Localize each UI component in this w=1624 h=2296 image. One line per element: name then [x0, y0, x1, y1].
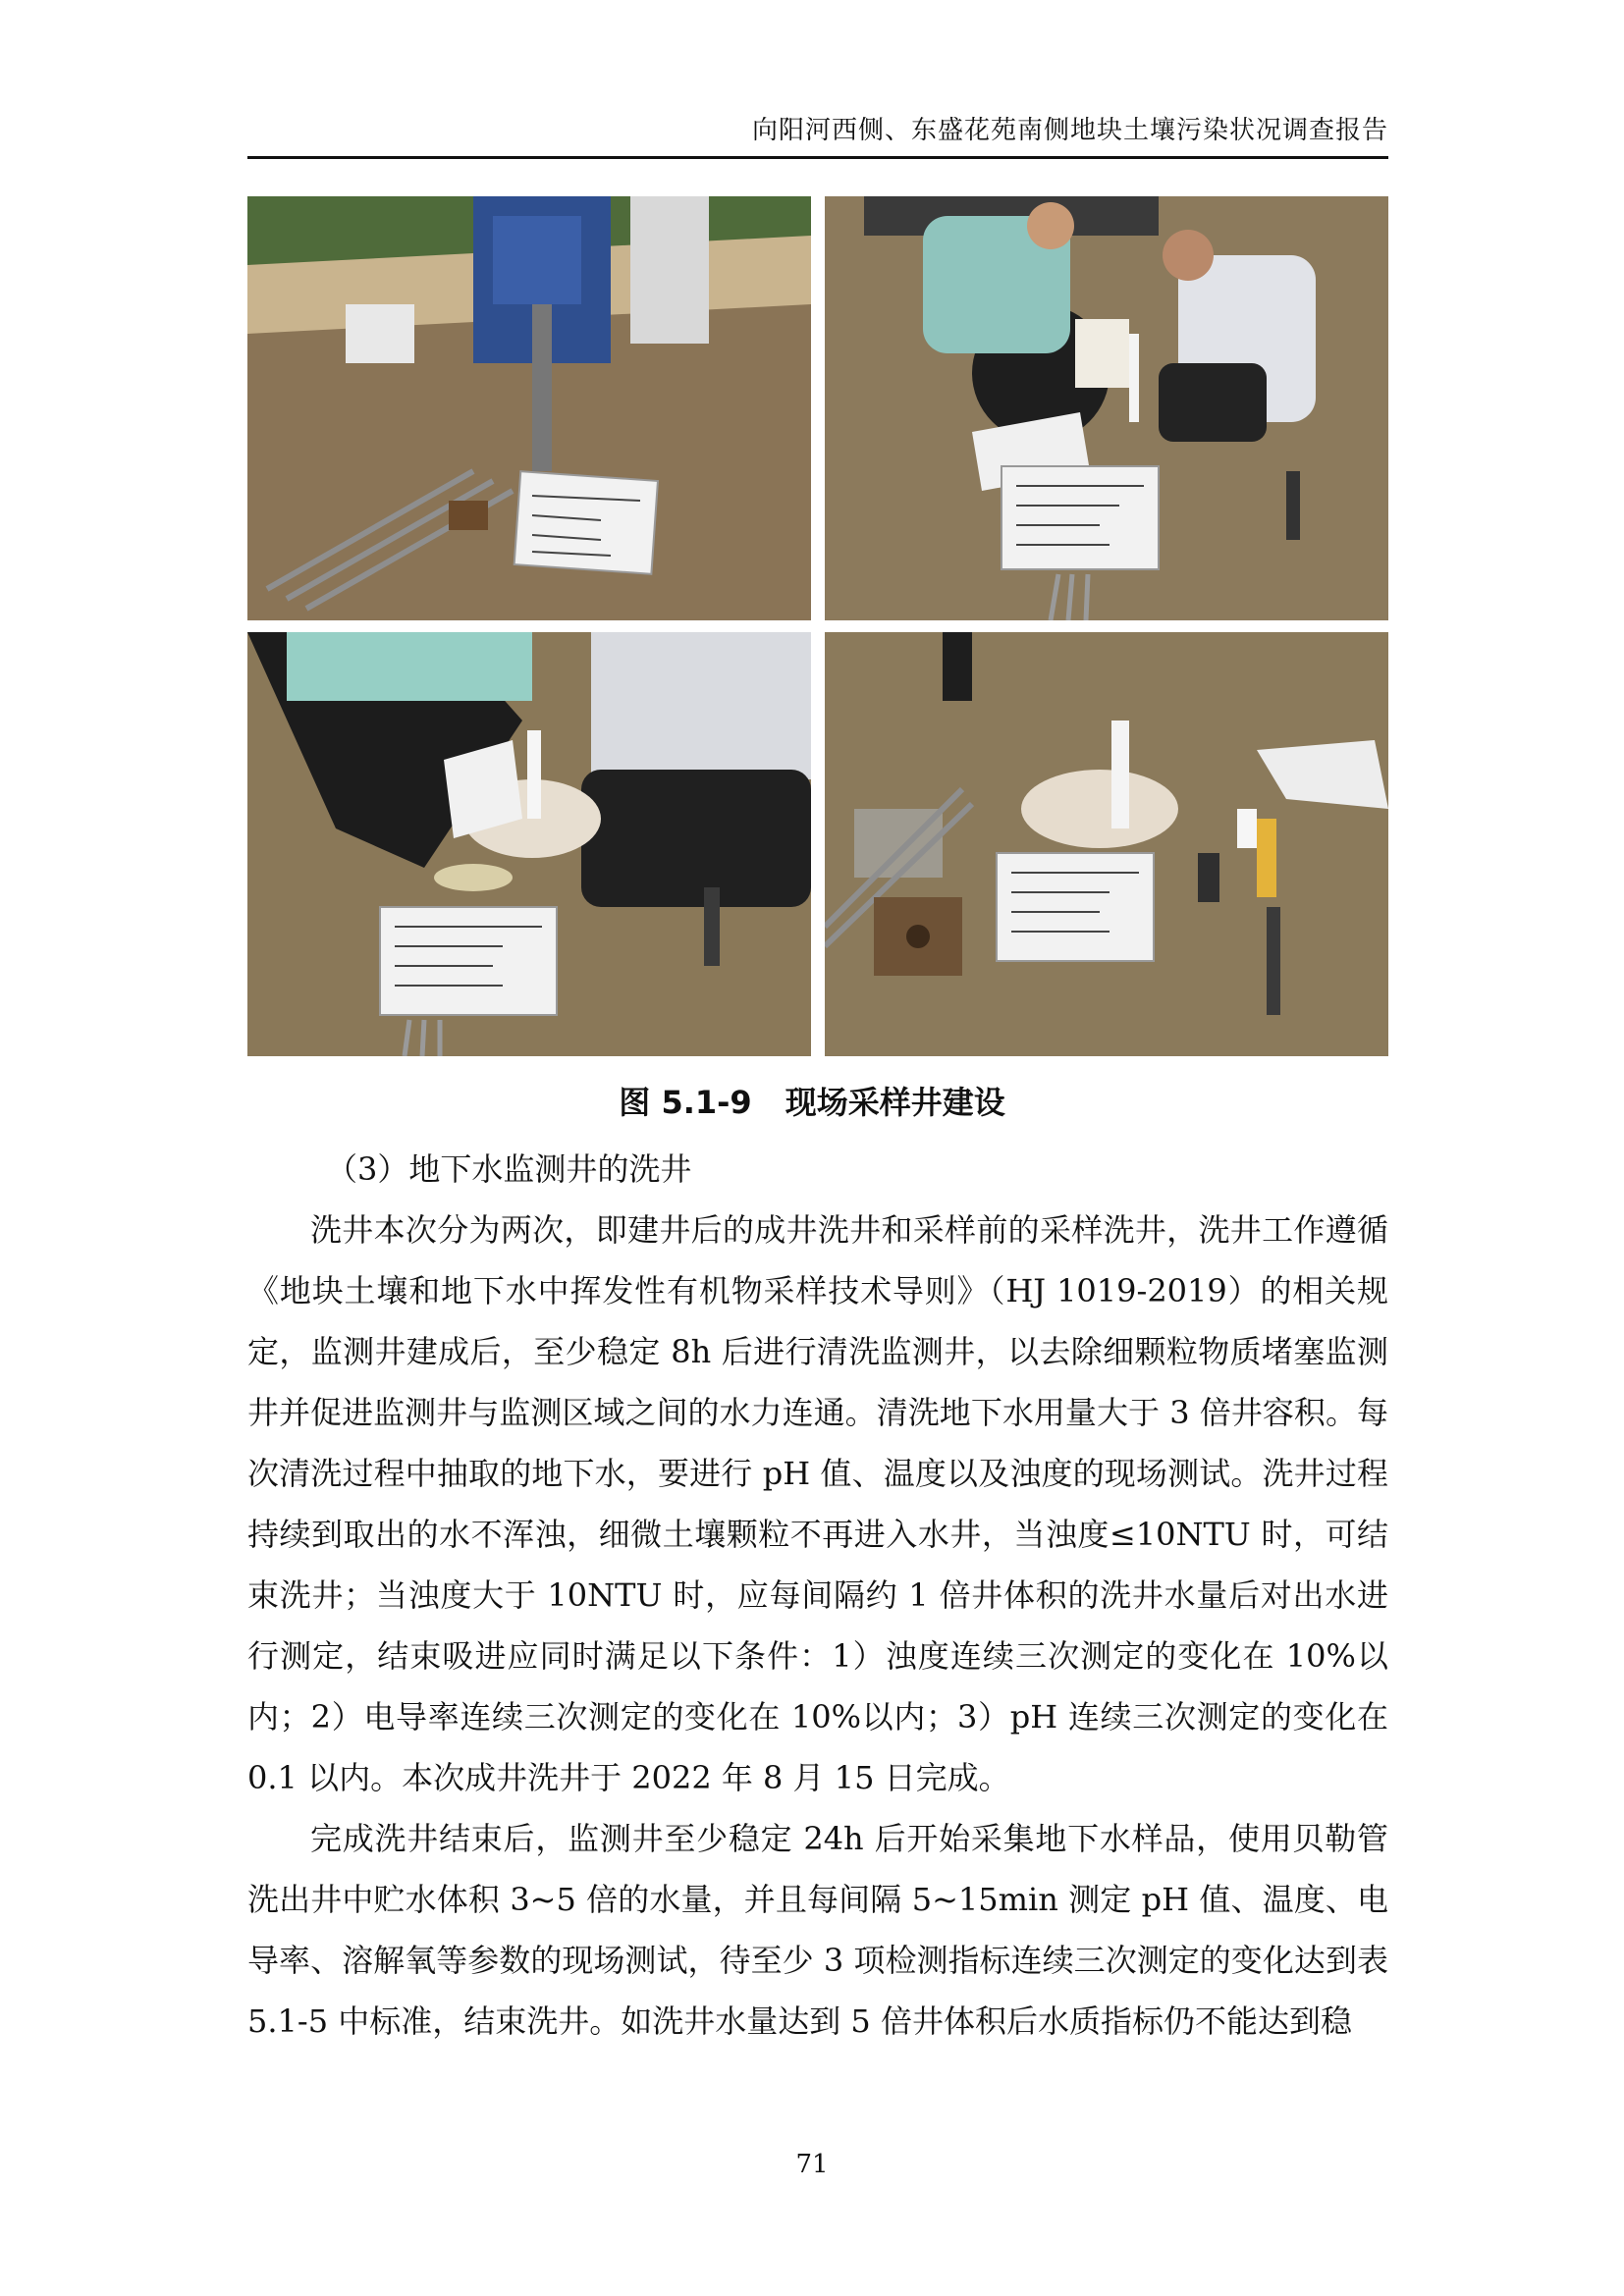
- page-number: 71: [795, 2150, 829, 2179]
- photo-drilling-rig-image: [247, 196, 811, 620]
- photo-drilling-rig: [247, 196, 811, 620]
- paragraph: 完成洗井结束后，监测井至少稳定 24h 后开始采集地下水样品，使用贝勒管洗出井中贮水体积 3~5 倍的水量，并且每间隔 5~15min 测定 pH 值、温度、电导率、溶解氧等参数的现场测试，待至少 3 项检测指标连续三次测定的变化达到表 5.1-5 中标准，结束洗井。如洗井水量达到 5 倍井体积后水质指标仍不能达到稳: [247, 1820, 1388, 2040]
- figure-caption: [0, 1078, 1624, 1123]
- body-text: [247, 1139, 1388, 2052]
- photo-workers-installing-image: [825, 196, 1388, 620]
- photo-grid: [247, 196, 1388, 1056]
- section-subheading: （3）地下水监测井的洗井: [326, 1150, 692, 1188]
- photo-workers-installing: [825, 196, 1388, 620]
- paragraph: 洗井本次分为两次，即建井后的成井洗井和采样前的采样洗井，洗井工作遵循《地块土壤和地下水中挥发性有机物采样技术导则》（HJ 1019-2019）的相关规定，监测井建成后，至少稳定 8h 后进行清洗监测井，以去除细颗粒物质堵塞监测井并促进监测井与监测区域之间的水力连通。清洗地下水用量大于 3 倍井容积。每次清洗过程中抽取的地下水，要进行 pH 值、温度以及浊度的现场测试。洗井过程持续到取出的水不浑浊，细微土壤颗粒不再进入水井，当浊度≤10NTU 时，可结束洗井；当浊度大于 10NTU 时，应每间隔约 1 倍井体积的洗井水量后对出水进行测定，结束吸进应同时满足以下条件：1）浊度连续三次测定的变化在 10%以内；2）电导率连续三次测定的变化在 10%以内；3）pH 连续三次测定的变化在 0.1 以内。本次成井洗井于 2022 年 8 月 15 日完成。: [247, 1211, 1388, 1796]
- figure-title: 现场采样井建设: [785, 1084, 1005, 1121]
- photo-completed-well: [825, 632, 1388, 1056]
- report-title: 向阳河西侧、东盛花苑南侧地块土壤污染状况调查报告: [751, 116, 1388, 145]
- photo-workers-backfilling-image: [247, 632, 811, 1056]
- photo-completed-well-image: [825, 632, 1388, 1056]
- figure-number: 图 5.1-9: [619, 1084, 752, 1121]
- photo-workers-backfilling: [247, 632, 811, 1056]
- page-header: [247, 110, 1388, 159]
